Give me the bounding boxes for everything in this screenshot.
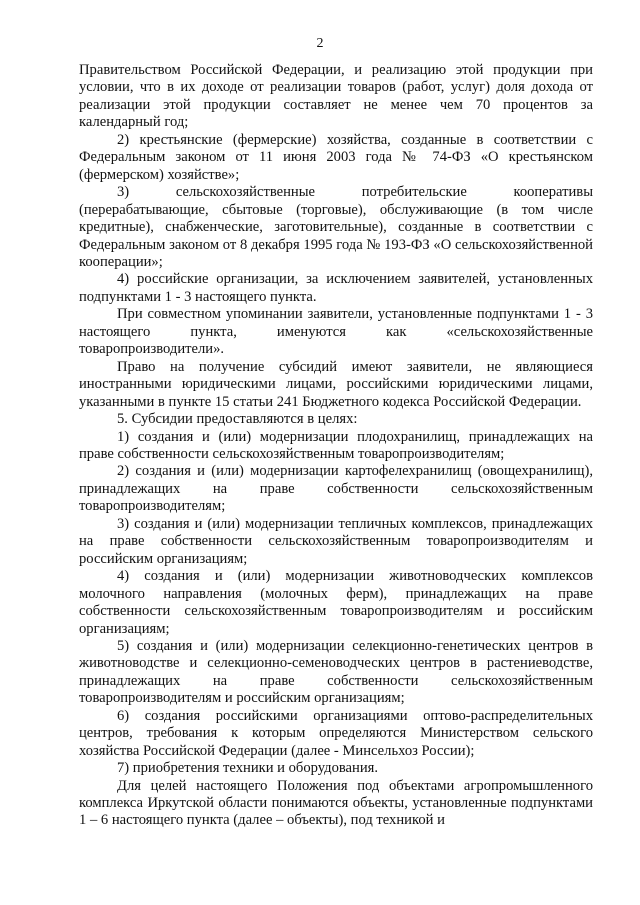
paragraph: 1) создания и (или) модернизации плодохранилищ, принадлежащих на праве собственности сельскохозяйственным товаропроизводителям; [79, 428, 593, 462]
paragraph: 3) сельскохозяйственные потребительские кооперативы (перерабатывающие, сбытовые (торговые), обслуживающие (в том числе кредитные), снабженческие, заготовительные), созданные в соответствии с Федеральным законом от 8 декабря 1995 года № 193-ФЗ «О сельскохозяйственной кооперации»; [79, 184, 593, 270]
paragraph: 5. Субсидии предоставляются в целях: [117, 411, 358, 428]
paragraph: 4) создания и (или) модернизации животноводческих комплексов молочного направления (молочных ферм), принадлежащих на праве собственности сельскохозяйственным товаропроизводителям и российским организациям; [79, 568, 593, 637]
paragraph: При совместном упоминании заявители, установленные подпунктами 1 - 3 настоящего пункта, именуются как «сельскохозяйственные товаропроизводители». [79, 306, 593, 358]
document-body [79, 62, 593, 830]
paragraph: 3) создания и (или) модернизации тепличных комплексов, принадлежащих на праве собственности сельскохозяйственным товаропроизводителям и российским организациям; [79, 515, 593, 567]
paragraph: Правительством Российской Федерации, и реализацию этой продукции при условии, что в их доходе от реализации товаров (работ, услуг) доля дохода от реализации этой продукции составляет не менее чем 70 процентов за календарный год; [79, 62, 593, 131]
paragraph: 6) создания российскими организациями оптово-распределительных центров, требования к которым определяются Министерством сельского хозяйства Российской Федерации (далее - Минсельхоз России); [79, 707, 593, 759]
paragraph: Для целей настоящего Положения под объектами агропромышленного комплекса Иркутской области понимаются объекты, установленные подпунктами 1 – 6 настоящего пункта (далее – объекты), под техникой и [79, 777, 593, 829]
paragraph: Право на получение субсидий имеют заявители, не являющиеся иностранными юридическими лицами, российскими юридическими лицами, указанными в пункте 15 статьи 241 Бюджетного кодекса Российской Федерации. [79, 358, 593, 410]
paragraph: 2) создания и (или) модернизации картофелехранилищ (овощехранилищ), принадлежащих на праве собственности сельскохозяйственным товаропроизводителям; [79, 463, 593, 515]
paragraph: 2) крестьянские (фермерские) хозяйства, созданные в соответствии с Федеральным законом от 11 июня 2003 года № 74-ФЗ «О крестьянском (фермерском) хозяйстве»; [79, 131, 593, 183]
page-number: 2 [316, 36, 324, 51]
paragraph: 4) российские организации, за исключением заявителей, установленных подпунктами 1 - 3 настоящего пункта. [79, 271, 593, 305]
paragraph: 7) приобретения техники и оборудования. [117, 760, 379, 777]
paragraph: 5) создания и (или) модернизации селекционно-генетических центров в животноводстве и селекционно-семеноводческих центров в растениеводстве, принадлежащих на праве собственности сельскохозяйственным товаропроизводителям и российским организациям; [79, 637, 593, 707]
